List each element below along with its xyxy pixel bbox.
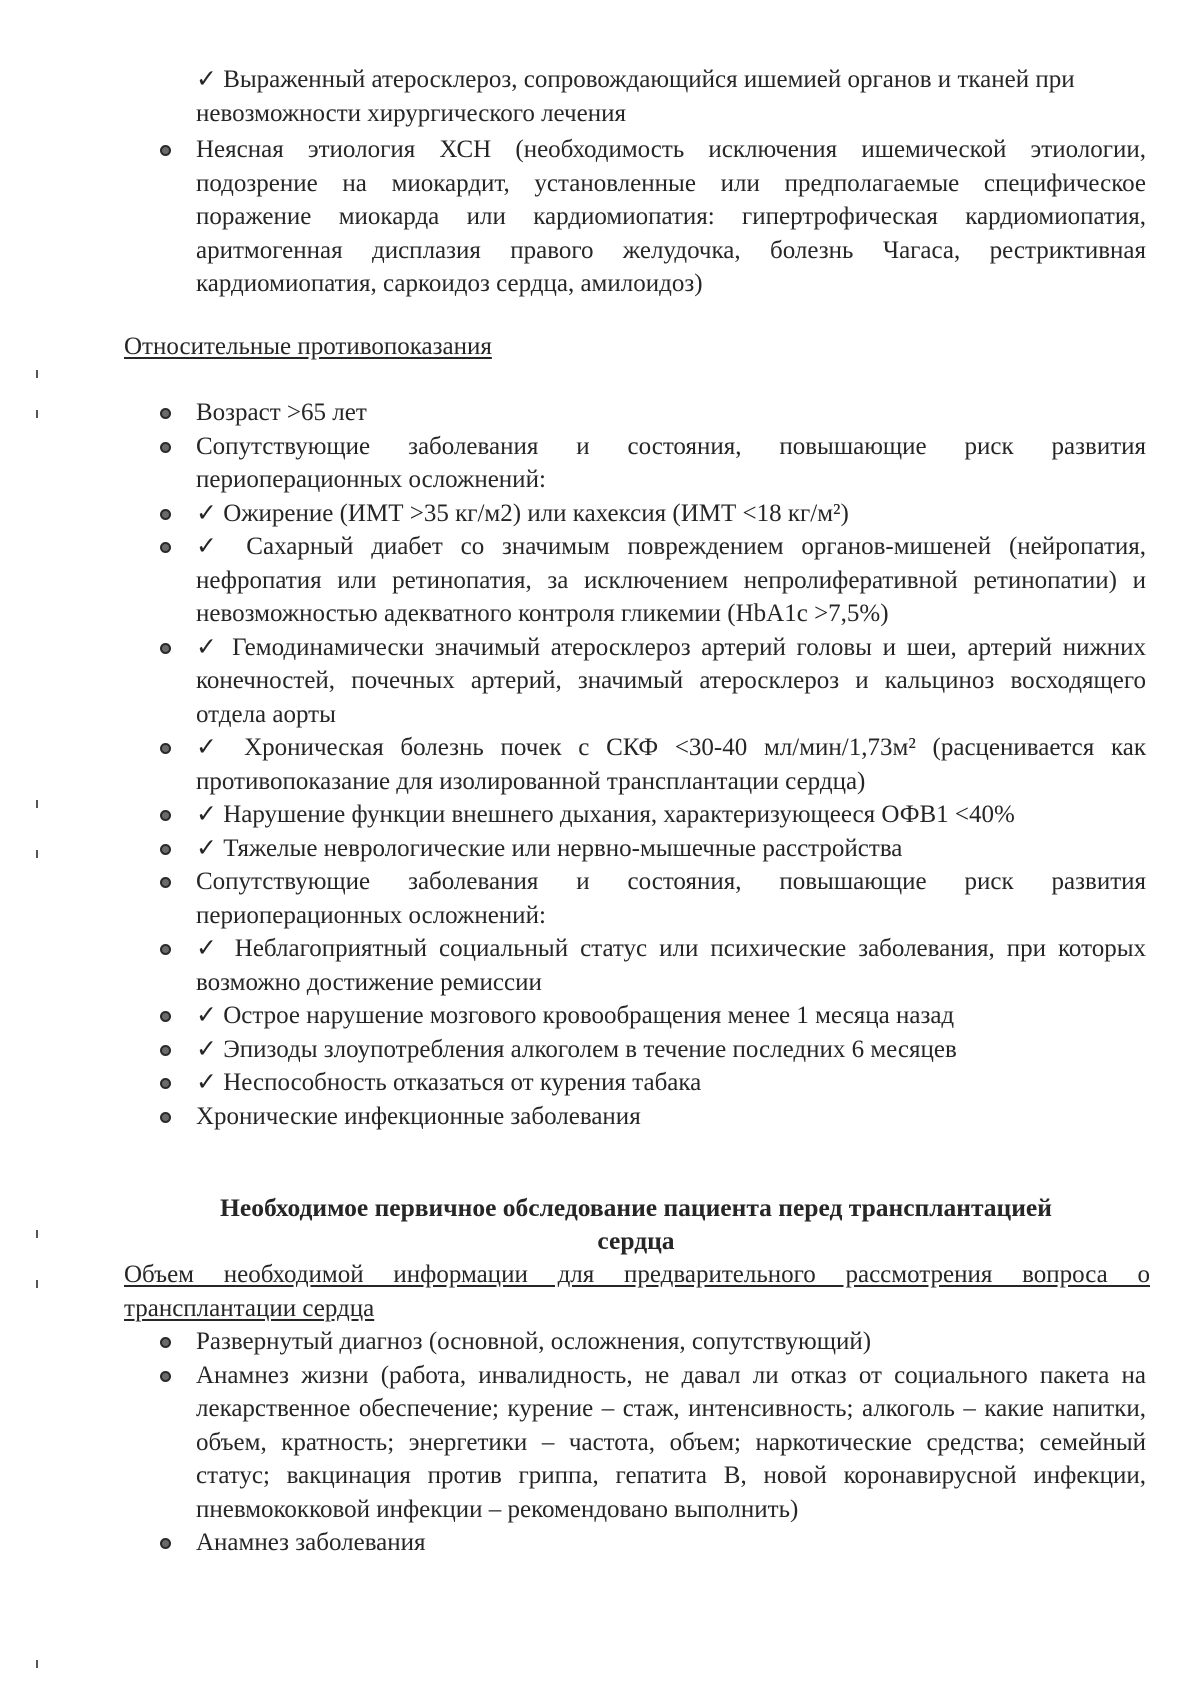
- section-subheading: Объем необходимой информации для предварительного рассмотрения вопроса о трансплантации сердца: [124, 1261, 1150, 1322]
- bullet-icon: [160, 509, 171, 520]
- bullet-icon: [160, 743, 171, 754]
- list-item-text: ✓ Острое нарушение мозгового кровообращения менее 1 месяца назад: [196, 1002, 955, 1029]
- list-item: [158, 396, 1146, 430]
- list-item: [158, 133, 1146, 301]
- bullet-icon: [160, 1078, 171, 1089]
- scan-mark: [36, 1280, 38, 1288]
- relative-contraindications-list: [158, 396, 1146, 1133]
- list-item-text: Неясная этиология ХСН (необходимость исключения ишемической этиологии, подозрение на миокардит, установленные или предполагаемые специфическое поражение миокарда или кардиомиопатия: гипертрофическая кардиомиопатия, аритмогенная дисплазия правого желудочка, болезнь Чагаса, рестриктивная кардиомиопатия, саркоидоз сердца, амилоидоз): [196, 136, 1146, 297]
- scan-mark: [36, 1660, 38, 1668]
- list-item: [158, 430, 1146, 497]
- list-item: [158, 1359, 1146, 1527]
- bullet-icon: [160, 643, 171, 654]
- bullet-icon: [160, 542, 171, 553]
- list-item-text: Анамнез заболевания: [196, 1529, 426, 1556]
- list-item-text: ✓ Ожирение (ИМТ >35 кг/м2) или кахексия (ИМТ <18 кг/м²): [196, 499, 849, 527]
- list-item: [158, 1066, 1146, 1100]
- list-item: [158, 932, 1146, 999]
- list-item-text: Сопутствующие заболевания и состояния, повышающие риск развития периоперационных осложнений:: [196, 432, 1146, 493]
- bullet-icon: [160, 944, 171, 955]
- exam-info-list: [158, 1325, 1146, 1560]
- list-item: [158, 865, 1146, 932]
- list-item-text: ✓ Тяжелые неврологические или нервно-мышечные расстройства: [196, 834, 903, 862]
- bullet-icon: [160, 145, 171, 156]
- scan-mark: [36, 410, 38, 418]
- bullet-icon: [160, 1538, 171, 1549]
- list-item: [158, 832, 1146, 866]
- list-item-text: ✓ Хроническая болезнь почек с СКФ <30-40 мл/мин/1,73м² (расценивается как противопоказание для изолированной трансплантации сердца): [196, 734, 1146, 795]
- list-item: [158, 1325, 1146, 1359]
- list-item-text: ✓ Неспособность отказаться от курения табака: [196, 1069, 702, 1096]
- list-item: [158, 497, 1146, 531]
- section-heading-line-1: Необходимое первичное обследование пациента перед трансплантацией: [220, 1193, 1052, 1222]
- bullet-icon: [160, 1371, 171, 1382]
- section-heading-line-2: сердца: [597, 1226, 675, 1255]
- bullet-icon: [160, 810, 171, 821]
- list-item: [158, 731, 1146, 798]
- contraindication-check-item: [196, 63, 1146, 130]
- bullet-icon: [160, 408, 171, 419]
- list-item: [158, 798, 1146, 832]
- list-item-text: ✓ Эпизоды злоупотребления алкоголем в течение последних 6 месяцев: [196, 1035, 957, 1063]
- list-item: [158, 1100, 1146, 1134]
- list-item: [158, 999, 1146, 1033]
- list-item-text: Возраст >65 лет: [196, 399, 367, 426]
- bullet-icon: [160, 844, 171, 855]
- scan-mark: [36, 370, 38, 378]
- contraindication-list-top: [158, 133, 1146, 301]
- list-item: [158, 1526, 1146, 1560]
- bullet-icon: [160, 1011, 171, 1022]
- list-item-text: ✓ Сахарный диабет со значимым повреждением органов-мишеней (нейропатия, нефропатия или ретинопатия, за исключением непролиферативной ретинопатии) и невозможностью адекватного контроля гликемии (HbA1c >7,5%): [196, 533, 1146, 627]
- bullet-icon: [160, 1045, 171, 1056]
- section-heading: [124, 1191, 1148, 1257]
- list-item-text: ✓ Нарушение функции внешнего дыхания, характеризующееся ОФВ1 <40%: [196, 801, 1015, 828]
- list-item: [158, 530, 1146, 631]
- list-item-text: Анамнез жизни (работа, инвалидность, не давал ли отказ от социального пакета на лекарственное обеспечение; курение – стаж, интенсивность; алкоголь – какие напитки, объем, кратность; энергетики – частота, объем; наркотические средства; семейный статус; вакцинация против гриппа, гепатита В, новой коронавирусной инфекции, пневмококковой инфекции – рекомендовано выполнить): [196, 1361, 1146, 1523]
- list-item-text: Хронические инфекционные заболевания: [196, 1102, 641, 1130]
- scan-mark: [36, 850, 38, 858]
- list-item: [158, 631, 1146, 732]
- scan-mark: [36, 800, 38, 808]
- list-item-text: ✓ Гемодинамически значимый атеросклероз артерий головы и шеи, артерий нижних конечностей, почечных артерий, значимый атеросклероз и кальциноз восходящего отдела аорты: [196, 633, 1146, 728]
- scan-mark: [36, 1230, 38, 1238]
- bullet-icon: [160, 442, 171, 453]
- list-item-text: Сопутствующие заболевания и состояния, повышающие риск развития периоперационных осложнений:: [196, 868, 1146, 929]
- bullet-icon: [160, 877, 171, 888]
- list-item: [158, 1033, 1146, 1067]
- relative-contraindications-heading: Относительные противопоказания: [124, 333, 492, 360]
- bullet-icon: [160, 1337, 171, 1348]
- check-item-text: ✓ Выраженный атеросклероз, сопровождающийся ишемией органов и тканей при невозможности хирургического лечения: [196, 66, 1075, 127]
- list-item-text: Развернутый диагноз (основной, осложнения, сопутствующий): [196, 1328, 872, 1355]
- list-item-text: ✓ Неблагоприятный социальный статус или психические заболевания, при которых возможно достижение ремиссии: [196, 935, 1146, 996]
- bullet-icon: [160, 1112, 171, 1123]
